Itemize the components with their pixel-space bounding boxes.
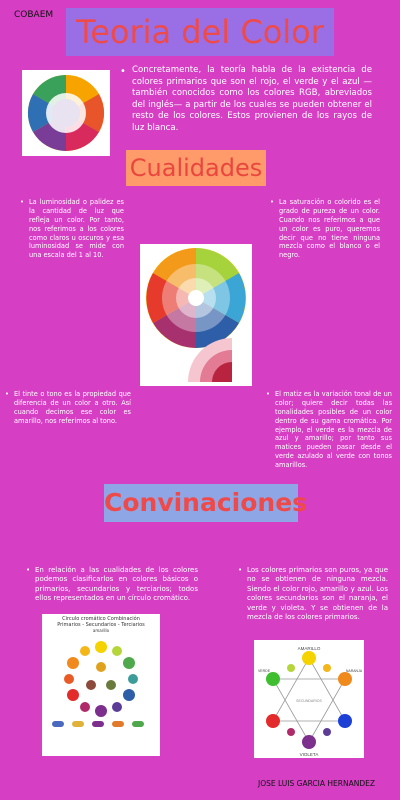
luminosidad-text: • La luminosidad o palidez es la cantidad de luz que refleja un color. Por tanto, nos referimos a los colores como claros u oscuros y esa luminosidad se mide con una escala del 1 al 10.: [20, 198, 124, 260]
author-footer: JOSE LUIS GARCIA HERNANDEZ: [258, 779, 375, 788]
section-title-cualidades: Cualidades: [129, 154, 263, 182]
color-wheel-image: [22, 70, 110, 156]
org-label: COBAEM: [14, 10, 54, 20]
page-title: Teoria del Color: [76, 13, 324, 51]
saturacion-text: • La saturación o colorido es el grado de pureza de un color. Cuando nos referimos a que un color es puro, queremos decir que no tiene ninguna mezcla como el blanco o el negro.: [270, 198, 380, 260]
hexagram-graphic: [254, 640, 364, 758]
chromatic-circle-title: Circulo cromático Combinación: [62, 616, 140, 622]
section-banner-convinaciones: [104, 484, 308, 522]
color-wheel-graphic: [22, 70, 110, 156]
convinaciones-left-text: • En relación a las cualidades de los colores podemos clasificarlos en colores básicos o primarios, secundarios y terciarios; todos ellos representados en un círculo cromático.: [26, 566, 198, 604]
hexagram-image: [254, 640, 364, 758]
title-banner: [66, 8, 334, 56]
matiz-text: • El matiz es la variación tonal de un color; quiere decir todas las tonalidades posibles de un color dentro de su gama cromática. Por ejemplo, el verde es la mezcla de azul y amarillo; por tanto sus matices pueden pasar desde el verde azulado al verde con tonos amarillos.: [266, 390, 392, 470]
chromatic-circle-subtitle: Primarios - Secundarios - Terciarios: [57, 622, 145, 628]
section-banner-cualidades: [126, 150, 266, 186]
intro-text: • Concretamente, la teoría habla de la existencia de colores primarios que son el rojo, el verde y el azul — también conocidos como los colores RGB, abreviados del inglés— a partir de los cuales se pueden obtener el resto de los colores. Estos provienen de los rayos de luz blanca.: [120, 65, 372, 135]
hexagram-top-label: AMARILLO: [297, 646, 321, 651]
convinaciones-right-text: • Los colores primarios son puros, ya que no se obtienen de ninguna mezcla. Siendo el color rojo, amarillo y azul. Los colores secundarios son el naranja, el verde y violeta. Y se obtienen de la mezcla de los colores primarios.: [238, 566, 388, 623]
tone-wheel-graphic: [140, 244, 252, 386]
chromatic-circle-graphic: [42, 633, 160, 737]
hexagram-right-label: NARANJA: [345, 669, 363, 673]
hexagram-left-label: VERDE: [257, 669, 271, 673]
chromatic-circle-top-label: amarillo: [92, 628, 110, 633]
tinte-text: • El tinte o tono es la propiedad que diferencia de un color a otro. Así cuando decimos ese color es amarillo, nos referimos al tono.: [5, 390, 131, 426]
tone-wheel-image: [140, 244, 252, 386]
chromatic-circle-image: [42, 614, 160, 756]
hexagram-bottom-label: VIOLETA: [299, 752, 319, 757]
section-title-convinaciones: Convinaciones: [104, 488, 308, 517]
hexagram-center-label: SECUNDARIOS: [296, 699, 322, 703]
